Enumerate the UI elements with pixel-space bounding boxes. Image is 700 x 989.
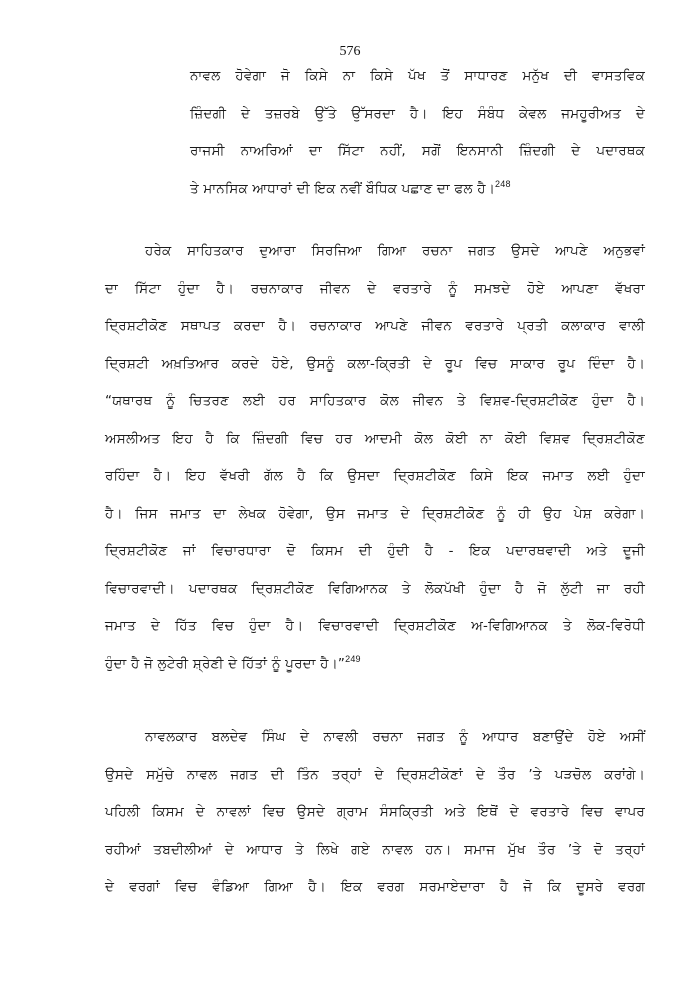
paragraph-line: ਹਰੇਕ ਸਾਹਿਤਕਾਰ ਦੁਆਰਾ ਸਿਰਜਿਆ ਗਿਆ ਰਚਨਾ ਜਗਤ ਉਸਦੇ ਆਪਣੇ ਅਨੁਭਵਾਂ [145,243,645,259]
paragraph-text: ਹੁੰਦਾ ਹੈ ਜੋ ਲੁਟੇਰੀ ਸ਼੍ਰੇਣੀ ਦੇ ਹਿੱਤਾਂ ਨੂੰ ਪੂਰਦਾ ਹੈ।” [105,655,346,672]
paragraph-line-last [105,646,645,684]
block-quote [105,58,645,208]
paragraph-line: ਉਸਦੇ ਸਮੁੱਚੇ ਨਾਵਲ ਜਗਤ ਦੀ ਤਿੰਨ ਤਰ੍ਹਾਂ ਦੇ ਦ੍ਰਿਸ਼ਟੀਕੋਣਾਂ ਦੇ ਤੌਰ ’ਤੇ ਪੜਚੋਲ ਕਰਾਂਗੇ। [105,766,645,783]
paragraph-line: ਦ੍ਰਿਸ਼ਟੀ ਅਖ਼ਤਿਆਰ ਕਰਦੇ ਹੋਏ, ਉਸਨੂੰ ਕਲਾ-ਕ੍ਰਿਤੀ ਦੇ ਰੂਪ ਵਿਚ ਸਾਕਾਰ ਰੂਪ ਦਿੰਦਾ ਹੈ। [105,355,645,372]
paragraph-line: ਦੇ ਵਰਗਾਂ ਵਿਚ ਵੰਡਿਆ ਗਿਆ ਹੈ। ਇਕ ਵਰਗ ਸਰਮਾਏਦਾਰਾ ਹੈ ਜੋ ਕਿ ਦੂਸਰੇ ਵਰਗ [105,879,645,895]
paragraph-line: ਅਸਲੀਅਤ ਇਹ ਹੈ ਕਿ ਜ਼ਿੰਦਗੀ ਵਿਚ ਹਰ ਆਦਮੀ ਕੋਲ ਕੋਈ ਨਾ ਕੋਈ ਵਿਸ਼ਵ ਦ੍ਰਿਸ਼ਟੀਕੋਣ [105,430,645,447]
paragraph-line: ਪਹਿਲੀ ਕਿਸਮ ਦੇ ਨਾਵਲਾਂ ਵਿਚ ਉਸਦੇ ਗ੍ਰਾਮ ਸੰਸਕ੍ਰਿਤੀ ਅਤੇ ਇਥੋਂ ਦੇ ਵਰਤਾਰੇ ਵਿਚ ਵਾਪਰ [105,804,645,820]
paragraph [105,233,645,683]
paragraph [105,719,645,907]
paragraph-line: ਵਿਚਾਰਵਾਦੀ। ਪਦਾਰਥਕ ਦ੍ਰਿਸ਼ਟੀਕੋਣ ਵਿਗਿਆਨਕ ਤੇ ਲੋਕਪੱਖੀ ਹੁੰਦਾ ਹੈ ਜੋ ਲੁੱਟੀ ਜਾ ਰਹੀ [105,580,645,597]
quote-text: ਤੇ ਮਾਨਸਿਕ ਆਧਾਰਾਂ ਦੀ ਇਕ ਨਵੀਂ ਬੌਧਿਕ ਪਛਾਣ ਦਾ ਫਲ ਹੈ। [190,180,496,197]
paragraph-line: ਜਮਾਤ ਦੇ ਹਿੱਤ ਵਿਚ ਹੁੰਦਾ ਹੈ। ਵਿਚਾਰਵਾਦੀ ਦ੍ਰਿਸ਼ਟੀਕੋਣ ਅ-ਵਿਗਿਆਨਕ ਤੇ ਲੋਕ-ਵਿਰੋਧੀ [105,618,645,634]
paragraph-line: ਨਾਵਲਕਾਰ ਬਲਦੇਵ ਸਿੰਘ ਦੇ ਨਾਵਲੀ ਰਚਨਾ ਜਗਤ ਨੂੰ ਆਧਾਰ ਬਣਾਉਂਦੇ ਹੋਏ ਅਸੀਂ [145,729,645,745]
paragraph-line: ਰਹਿੰਦਾ ਹੈ। ਇਹ ਵੱਖਰੀ ਗੱਲ ਹੈ ਕਿ ਉਸਦਾ ਦ੍ਰਿਸ਼ਟੀਕੋਣ ਕਿਸੇ ਇਕ ਜਮਾਤ ਲਈ ਹੁੰਦਾ [105,468,645,484]
footnote-ref: 249 [345,653,361,664]
page-number: 576 [339,44,361,59]
paragraph-line: “ਯਥਾਰਥ ਨੂੰ ਚਿਤਰਣ ਲਈ ਹਰ ਸਾਹਿਤਕਾਰ ਕੋਲ ਜੀਵਨ ਤੇ ਵਿਸ਼ਵ-ਦ੍ਰਿਸ਼ਟੀਕੋਣ ਹੁੰਦਾ ਹੈ। [105,393,645,409]
quote-line-last [105,171,645,209]
paragraph-line: ਰਹੀਆਂ ਤਬਦੀਲੀਆਂ ਦੇ ਆਧਾਰ ਤੇ ਲਿਖੇ ਗਏ ਨਾਵਲ ਹਨ। ਸਮਾਜ ਮੁੱਖ ਤੌਰ ’ਤੇ ਦੋ ਤਰ੍ਹਾਂ [105,841,645,858]
paragraph-line: ਦ੍ਰਿਸ਼ਟੀਕੋਣ ਸਥਾਪਤ ਕਰਦਾ ਹੈ। ਰਚਨਾਕਾਰ ਆਪਣੇ ਜੀਵਨ ਵਰਤਾਰੇ ਪ੍ਰਤੀ ਕਲਾਕਾਰ ਵਾਲੀ [105,318,645,334]
quote-line: ਜ਼ਿੰਦਗੀ ਦੇ ਤਜ਼ਰਬੇ ਉੱਤੇ ਉੱਸਰਦਾ ਹੈ। ਇਹ ਸੰਬੰਧ ਕੇਵਲ ਜਮਹੂਰੀਅਤ ਦੇ [190,105,645,122]
paragraph-line: ਹੈ। ਜਿਸ ਜਮਾਤ ਦਾ ਲੇਖਕ ਹੋਵੇਗਾ, ਉਸ ਜਮਾਤ ਦੇ ਦ੍ਰਿਸ਼ਟੀਕੋਣ ਨੂੰ ਹੀ ਉਹ ਪੇਸ਼ ਕਰੇਗਾ। [105,505,645,522]
quote-line: ਨਾਵਲ ਹੋਵੇਗਾ ਜੋ ਕਿਸੇ ਨਾ ਕਿਸੇ ਪੱਖ ਤੋਂ ਸਾਧਾਰਣ ਮਨੁੱਖ ਦੀ ਵਾਸਤਵਿਕ [190,68,645,84]
paragraph-line: ਦ੍ਰਿਸ਼ਟੀਕੋਣ ਜਾਂ ਵਿਚਾਰਧਾਰਾ ਦੋ ਕਿਸਮ ਦੀ ਹੁੰਦੀ ਹੈ - ਇਕ ਪਦਾਰਥਵਾਦੀ ਅਤੇ ਦੂਜੀ [105,543,645,559]
quote-line: ਰਾਜਸੀ ਨਾਅਰਿਆਂ ਦਾ ਸਿੱਟਾ ਨਹੀਂ, ਸਗੋਂ ਇਨਸਾਨੀ ਜ਼ਿੰਦਗੀ ਦੇ ਪਦਾਰਥਕ [190,143,645,159]
paragraph-line: ਦਾ ਸਿੱਟਾ ਹੁੰਦਾ ਹੈ। ਰਚਨਾਕਾਰ ਜੀਵਨ ਦੇ ਵਰਤਾਰੇ ਨੂੰ ਸਮਝਦੇ ਹੋਏ ਆਪਣਾ ਵੱਖਰਾ [105,280,645,297]
footnote-ref: 248 [495,178,511,189]
